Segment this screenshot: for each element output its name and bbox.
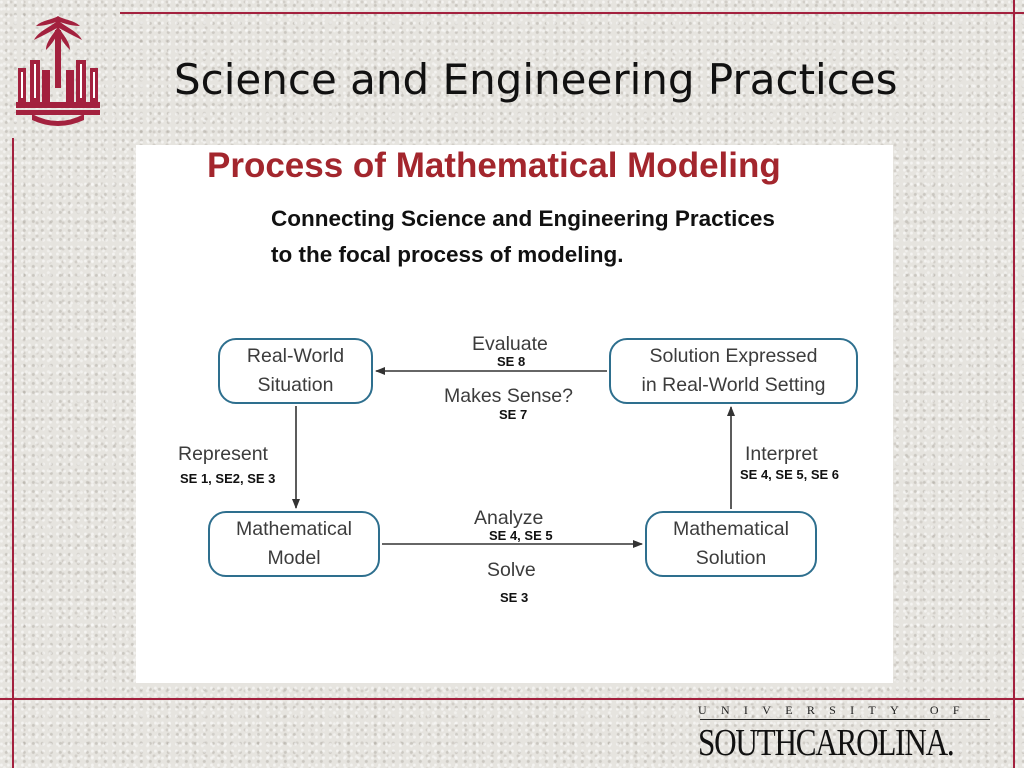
usc-logo-bottom-line: SOUTHCAROLINA.	[698, 722, 954, 764]
diagram-subtitle	[271, 201, 775, 273]
solution-real-world-box	[609, 338, 858, 404]
evaluate-label: Evaluate	[472, 333, 548, 355]
mathematical-solution-label: Mathematical Solution	[673, 518, 789, 569]
usc-logo-top-line: UNIVERSITY OF	[698, 703, 974, 717]
mathematical-model-box	[208, 511, 380, 577]
represent-se-label: SE 1, SE2, SE 3	[180, 471, 276, 486]
solve-label: Solve	[487, 559, 536, 581]
makes-sense-label: Makes Sense?	[444, 385, 573, 407]
solution-real-world-label: Solution Expressed in Real-World Setting	[641, 345, 826, 396]
right-rule	[1013, 0, 1015, 768]
represent-label: Represent	[178, 443, 268, 465]
mathematical-model-label: Mathematical Model	[236, 518, 352, 569]
interpret-se-label: SE 4, SE 5, SE 6	[740, 467, 839, 482]
analyze-se-label: SE 4, SE 5	[489, 528, 553, 543]
interpret-label: Interpret	[745, 443, 818, 465]
left-rule	[12, 138, 14, 768]
mathematical-solution-box	[645, 511, 817, 577]
diagram-title: Process of Mathematical Modeling	[207, 146, 781, 185]
palmetto-seal-logo	[12, 10, 104, 128]
usc-logo-divider	[700, 719, 990, 720]
top-rule	[120, 12, 1024, 14]
makes-sense-se-label: SE 7	[499, 407, 528, 422]
diagram-subtitle-line-2: to the focal process of modeling.	[271, 242, 624, 267]
analyze-label: Analyze	[474, 507, 544, 529]
evaluate-se-label: SE 8	[497, 354, 526, 369]
solve-se-label: SE 3	[500, 590, 529, 605]
real-world-situation-box	[218, 338, 373, 404]
diagram-subtitle-line-1: Connecting Science and Engineering Practices	[271, 206, 775, 231]
real-world-situation-label: Real-World Situation	[246, 345, 345, 396]
usc-wordmark-logo	[698, 702, 998, 764]
bottom-rule	[0, 698, 1024, 700]
slide-title: Science and Engineering Practices	[174, 55, 898, 104]
